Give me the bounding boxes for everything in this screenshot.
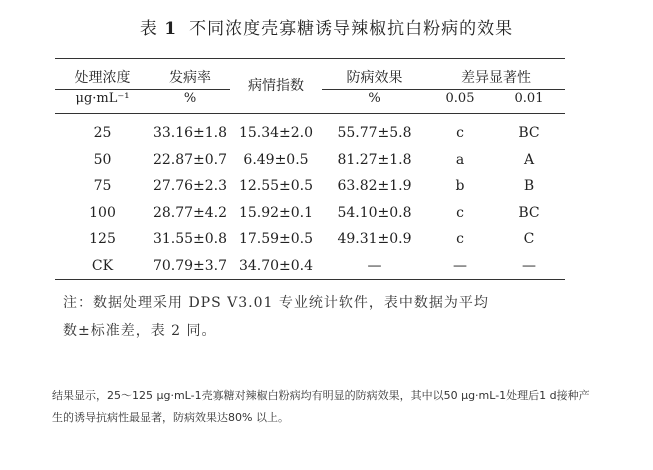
- header-concentration: 处理浓度: [74, 70, 131, 86]
- data-table: [55, 58, 565, 280]
- header-efficacy: 防病效果: [346, 70, 403, 86]
- cell-incidence: 27.76±2.3: [152, 178, 228, 195]
- cell-disease-index: 15.34±2.0: [238, 125, 314, 142]
- table-note: [63, 289, 553, 345]
- result-paragraph: [52, 385, 627, 429]
- cell-incidence: 28.77±4.2: [152, 204, 228, 221]
- table-row: [55, 173, 565, 200]
- cell-efficacy: 49.31±0.9: [337, 231, 412, 248]
- table-row: [55, 226, 565, 253]
- cell-sig-005: —: [453, 257, 467, 274]
- cell-sig-001: BC: [518, 125, 540, 142]
- cell-concentration: CK: [91, 257, 114, 274]
- table-row: [55, 114, 565, 147]
- cell-incidence: 70.79±3.7: [152, 257, 228, 274]
- cell-sig-001: —: [522, 257, 536, 274]
- table-title: 不同浓度壳寡糖诱导辣椒抗白粉病的效果: [189, 19, 514, 39]
- cell-efficacy: 55.77±5.8: [337, 125, 412, 142]
- cell-sig-001: A: [523, 151, 535, 168]
- table-row: [55, 253, 565, 280]
- cell-incidence: 33.16±1.8: [152, 125, 228, 142]
- cell-incidence: 31.55±0.8: [152, 231, 228, 248]
- result-line-2: 生的诱导抗病性最显著，防病效果达80% 以上。: [52, 411, 289, 424]
- cell-sig-001: C: [523, 231, 535, 248]
- cell-disease-index: 12.55±0.5: [238, 178, 314, 195]
- header-sig-005: 0.05: [427, 90, 493, 114]
- header-disease-index: 病情指数: [230, 59, 322, 114]
- cell-concentration: 75: [93, 178, 112, 195]
- note-line-1: 注：数据处理采用 DPS V3.01 专业统计软件，表中数据为平均: [63, 295, 489, 311]
- cell-disease-index: 6.49±0.5: [243, 151, 309, 168]
- header-row-1: [55, 59, 565, 90]
- cell-incidence: 22.87±0.7: [152, 151, 228, 168]
- cell-efficacy: 63.82±1.9: [337, 178, 412, 195]
- cell-concentration: 50: [93, 151, 112, 168]
- cell-concentration: 100: [89, 204, 116, 221]
- cell-sig-005: a: [455, 151, 465, 168]
- cell-sig-001: B: [523, 178, 535, 195]
- table-label: 表 1: [139, 19, 178, 39]
- cell-concentration: 25: [93, 125, 112, 142]
- cell-sig-005: c: [456, 125, 464, 142]
- table-row: [55, 200, 565, 227]
- cell-sig-005: c: [456, 204, 464, 221]
- table-row: [55, 147, 565, 174]
- header-significance: 差异显著性: [461, 70, 531, 86]
- table-caption: [0, 14, 653, 39]
- header-incidence: 发病率: [169, 70, 211, 86]
- header-concentration-unit: μg·mL⁻¹: [55, 90, 150, 114]
- cell-sig-001: BC: [518, 204, 540, 221]
- cell-efficacy: 54.10±0.8: [337, 204, 412, 221]
- note-line-2: 数±标准差，表 2 同。: [63, 323, 217, 339]
- cell-disease-index: 34.70±0.4: [238, 257, 314, 274]
- result-line-1: 结果显示，25～125 μg·mL-1壳寡糖对辣椒白粉病均有明显的防病效果，其中以50 μg·mL-1处理后1 d接种产: [52, 389, 590, 402]
- header-sig-001: 0.01: [493, 90, 565, 114]
- cell-sig-005: c: [456, 231, 464, 248]
- header-efficacy-unit: %: [322, 90, 427, 114]
- header-incidence-unit: %: [150, 90, 230, 114]
- cell-disease-index: 15.92±0.1: [238, 204, 314, 221]
- cell-sig-005: b: [455, 178, 465, 195]
- cell-disease-index: 17.59±0.5: [238, 231, 314, 248]
- cell-concentration: 125: [89, 231, 116, 248]
- cell-efficacy: —: [367, 257, 382, 274]
- cell-efficacy: 81.27±1.8: [337, 151, 412, 168]
